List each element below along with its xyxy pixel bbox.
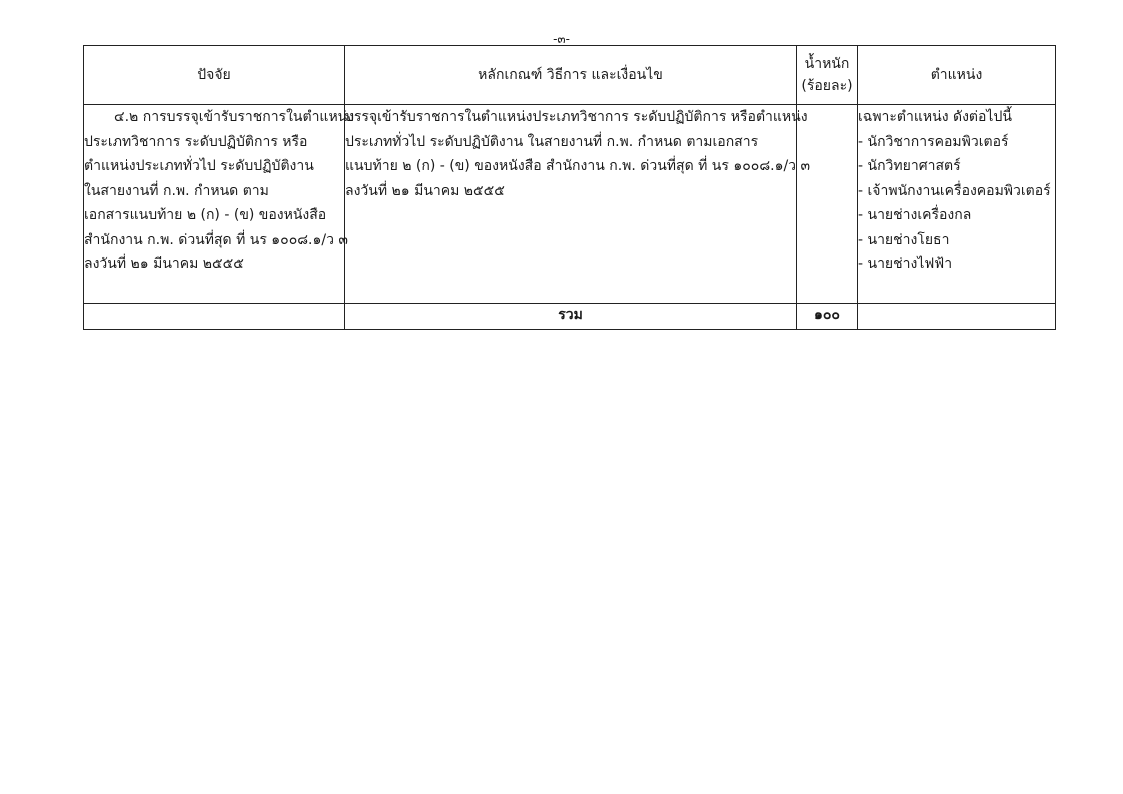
criteria-table (83, 45, 1056, 330)
position-item: - นักวิชาการคอมพิวเตอร์ (858, 133, 1009, 150)
factor-line: ประเภทวิชาการ ระดับปฏิบัติการ หรือ (84, 133, 308, 150)
total-value: ๑๐๐ (797, 304, 858, 330)
header-weight-line2: (ร้อยละ) (801, 78, 853, 94)
criteria-line: แนบท้าย ๒ (ก) - (ข) ของหนังสือ สำนักงาน ก.พ. ด่วนที่สุด ที่ นร ๑๐๐๘.๑/ว ๓ (345, 158, 811, 174)
factor-line: ในสายงานที่ ก.พ. กำหนด ตาม (84, 182, 269, 199)
header-factor: ปัจจัย (84, 46, 345, 105)
position-item: - เจ้าพนักงานเครื่องคอมพิวเตอร์ (858, 182, 1051, 199)
criteria-line: ลงวันที่ ๒๑ มีนาคม ๒๕๕๕ (345, 182, 505, 199)
factor-line: ตำแหน่งประเภททั่วไป ระดับปฏิบัติงาน (84, 158, 314, 174)
table-header-row (84, 46, 1056, 105)
total-row (84, 304, 1056, 330)
factor-line: ลงวันที่ ๒๑ มีนาคม ๒๕๕๕ (84, 256, 244, 272)
header-criteria: หลักเกณฑ์ วิธีการ และเงื่อนไข (345, 46, 797, 105)
position-item: - นายช่างเครื่องกล (858, 207, 972, 223)
criteria-line: ประเภททั่วไป ระดับปฏิบัติงาน ในสายงานที่ ก.พ. กำหนด ตามเอกสาร (345, 133, 759, 150)
page-number: -๓- (553, 32, 570, 46)
criteria-line: บรรจุเข้ารับราชการในตำแหน่งประเภทวิชาการ ระดับปฏิบัติการ หรือตำแหน่ง (345, 109, 808, 125)
factor-line: เอกสารแนบท้าย ๒ (ก) - (ข) ของหนังสือ (84, 207, 327, 223)
position-cell (858, 105, 1056, 304)
position-item: - นายช่างไฟฟ้า (858, 256, 953, 272)
weight-cell (797, 105, 858, 304)
total-empty-cell (84, 304, 345, 330)
header-weight-line1: น้ำหนัก (804, 56, 850, 72)
factor-cell (84, 105, 355, 304)
factor-line: สำนักงาน ก.พ. ด่วนที่สุด ที่ นร ๑๐๐๘.๑/ว ๓ (84, 231, 348, 248)
factor-line: ๔.๒ การบรรจุเข้ารับราชการในตำแหน่ง (114, 109, 355, 125)
total-position-empty-cell (858, 304, 1056, 330)
position-intro: เฉพาะตำแหน่ง ดังต่อไปนี้ (858, 109, 1012, 125)
criteria-cell (345, 105, 811, 304)
position-item: - นายช่างโยธา (858, 231, 950, 248)
table-row (84, 105, 1056, 304)
total-label: รวม (345, 304, 797, 330)
header-weight (797, 46, 858, 105)
position-item: - นักวิทยาศาสตร์ (858, 158, 961, 174)
header-position: ตำแหน่ง (858, 46, 1056, 105)
